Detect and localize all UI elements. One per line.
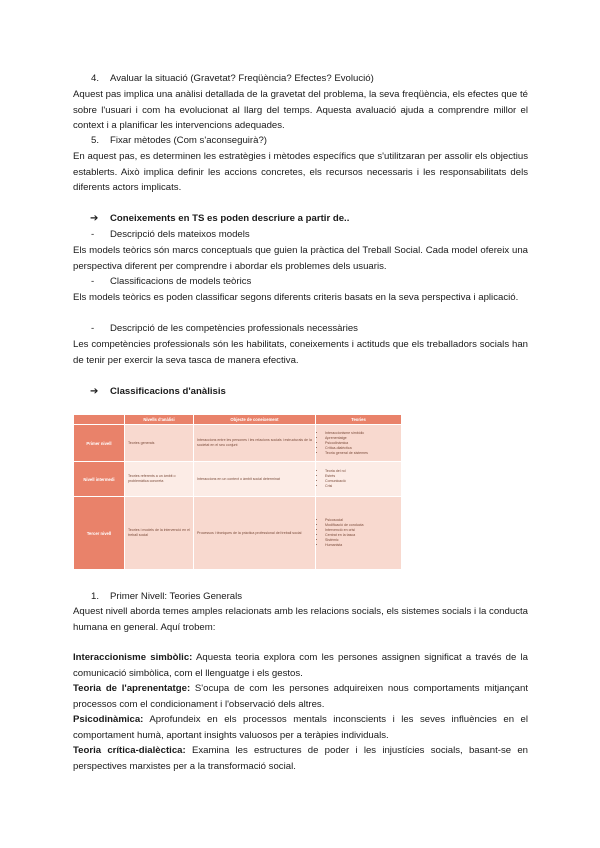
knowledge-item-title: Classificacions de models teòrics: [110, 276, 252, 287]
table-header-row: [74, 415, 402, 425]
table-header-cell: Teories: [316, 415, 402, 425]
theory-item: • Comunicació: [325, 479, 398, 484]
theory-item: • Crisi: [325, 484, 398, 489]
section5-number: 5.: [91, 135, 100, 146]
table-row: [74, 497, 402, 570]
theory-item: • Teoria del rol: [325, 469, 398, 474]
theory-text: Aprofundeix en els processos mentals inconscients i les seves influències en el comportament humà, aportant insights valuosos per a teràpies individuals.: [73, 714, 528, 741]
theory-text: S'ocupa de com les persones adquireixen nous comportaments mitjançant processos com el condicionament i l'observació dels altres.: [73, 683, 528, 710]
theory-item: • Aprenentatge: [325, 436, 398, 441]
knowledge-item-text: Els models teòrics són marcs conceptuals que guien la pràctica del Treball Social. Cada model ofereix una perspectiva diferent per comprendre i abordar els problemes dels usuaris.: [73, 245, 528, 272]
theory-paragraph: [73, 712, 528, 743]
dash-bullet: -: [91, 276, 95, 287]
object-cell: Processos i tècniques de la pràctica professional del treball social: [194, 497, 316, 570]
theory-text: Aquesta teoria explora com les persones assignen significat a través de la comunicació simbòlica, com el llenguatge i els gestos.: [73, 652, 528, 679]
object-cell: Interaccions entre les persones i les relacions socials i estructurals de la societat en el seu conjunt: [194, 425, 316, 462]
section4-heading: Avaluar la situació (Gravetat? Freqüència? Efectes? Evolució): [110, 73, 374, 84]
table-row: [74, 462, 402, 497]
knowledge-item-title: Descripció de les competències professionals necessàries: [110, 323, 358, 334]
knowledge-heading: Coneixements en TS es poden descriure a partir de..: [110, 213, 350, 224]
classification-table: [73, 414, 402, 570]
dash-bullet: -: [91, 229, 95, 240]
theories-cell: [316, 462, 402, 497]
theory-term: Teoria crítica-dialèctica:: [73, 745, 186, 756]
theory-paragraph: [73, 681, 528, 712]
arrow-icon: ➔: [90, 386, 99, 397]
table-header-cell: [74, 415, 125, 425]
theory-item: • Teoria general de sistemes: [325, 451, 398, 456]
knowledge-item-title: Descripció dels mateixos models: [110, 229, 250, 240]
table-row: [74, 425, 402, 462]
section4-number: 4.: [91, 73, 100, 84]
analysis-cell: Teories i models de la intervenció en el treball social: [125, 497, 194, 570]
theory-item: • Estrès: [325, 474, 398, 479]
table-header-cell: Objecte de coneixement: [194, 415, 316, 425]
theory-item: • Modificació de conducta: [325, 523, 398, 528]
theory-item: • Interaccionisme simbòlic: [325, 431, 398, 436]
object-cell: Interaccions en un context o àmbit social determinat: [194, 462, 316, 497]
level1-number: 1.: [91, 591, 100, 602]
section5-text: En aquest pas, es determinen les estratègies i mètodes específics que s'utilitzaran per assolir els objectius establerts. Això implica definir les accions concretes, els recursos necessaris i les responsabilitats dels diferents actors implicats.: [73, 151, 528, 193]
arrow-icon: ➔: [90, 213, 99, 224]
table-header-cell: Nivells d'anàlisi: [125, 415, 194, 425]
level1-intro: Aquest nivell aborda temes amples relacionats amb les relacions socials, els sistemes socials i la conducta humana en general. Aquí trobem:: [73, 606, 528, 633]
level1-heading: Primer Nivell: Teories Generals: [110, 591, 243, 602]
theory-item: • Centrat en la tasca: [325, 533, 398, 538]
knowledge-item-text: Les competències professionals són les habilitats, coneixements i actituds que els treballadors socials han de tenir per exercir la seva tasca de manera efectiva.: [73, 339, 528, 366]
theory-text: Examina les estructures de poder i les injustícies socials, basant-se en perspectives marxistes per a la transformació social.: [73, 745, 528, 772]
level-cell: Primer nivell: [74, 425, 125, 462]
level-cell: Tercer nivell: [74, 497, 125, 570]
theories-cell: [316, 425, 402, 462]
theory-item: • Humanista: [325, 543, 398, 548]
theory-term: Teoria de l'aprenentatge:: [73, 683, 191, 694]
classifications-heading: Classificacions d'anàlisis: [110, 386, 226, 397]
theories-cell: [316, 497, 402, 570]
theory-paragraph: [73, 650, 528, 681]
analysis-cell: Teories referents a un àmbit o problemàtica concreta: [125, 462, 194, 497]
theory-item: • Sistèmic: [325, 538, 398, 543]
theory-item: • Intervenció en crisi: [325, 528, 398, 533]
theory-paragraph: [73, 743, 528, 774]
level-cell: Nivell intermedi: [74, 462, 125, 497]
knowledge-item-text: Els models teòrics es poden classificar segons diferents criteris basats en la seva perspectiva i aplicació.: [73, 292, 519, 303]
theory-item: • Crítica-dialèctica: [325, 446, 398, 451]
dash-bullet: -: [91, 323, 95, 334]
theory-term: Psicodinàmica:: [73, 714, 144, 725]
section4-text: Aquest pas implica una anàlisi detallada de la gravetat del problema, la seva freqüència, els efectes que té sobre l'usuari i com ha evolucionat al llarg del temps. Aquesta avaluació ajuda a comprendre millor el context i a planificar les intervencions adequades.: [73, 89, 528, 131]
theory-term: Interaccionisme simbòlic:: [73, 652, 193, 663]
theory-item: • Psicosocial: [325, 518, 398, 523]
section5-heading: Fixar mètodes (Com s'aconseguirà?): [110, 135, 267, 146]
theory-item: • Psicodinàmica: [325, 441, 398, 446]
analysis-cell: Teories generals: [125, 425, 194, 462]
